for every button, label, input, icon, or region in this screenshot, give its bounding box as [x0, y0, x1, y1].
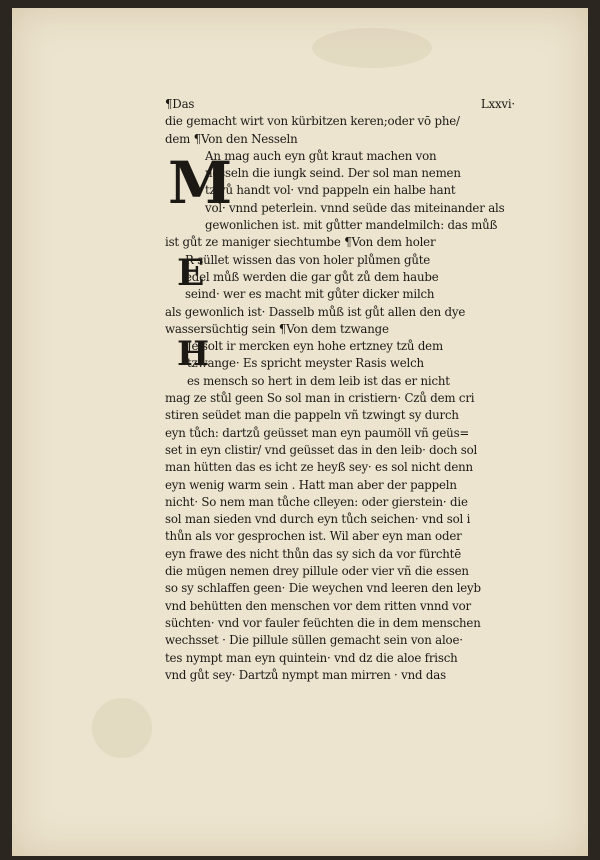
initial-letter-m: M — [168, 149, 233, 217]
text-line: vnd gůt sey· Dartzů nympt man mirren · vnd das — [165, 667, 446, 682]
text-line: nesseln die iungk seind. Der sol man nemen — [205, 166, 461, 181]
text-line: eyn wenig warm sein . Hatt man aber der pappeln — [165, 477, 457, 492]
initial-letter-h: H — [177, 334, 210, 374]
text-line: mag ze stůl geen So sol man in cristiern· Czů dem cri — [165, 391, 475, 406]
text-line: thůn als vor gesprochen ist. Wil aber eyn man oder — [165, 529, 462, 544]
text-line: An mag auch eyn gůt kraut machen von — [205, 148, 437, 163]
text-line: die mügen nemen drey pillule oder vier vñ die essen — [165, 564, 469, 579]
text-block — [165, 96, 515, 684]
text-line: vnd behütten den menschen vor dem ritten vnnd vor — [165, 598, 471, 613]
text-line: süchten· vnd vor fauler feüchten die in dem menschen — [165, 615, 481, 630]
text-line: es mensch so hert in dem leib ist das er nicht — [187, 373, 450, 388]
text-line: wechsset · Die pillule süllen gemacht sein von aloe· — [165, 633, 463, 648]
text-line: so sy schlaffen geen· Die weychen vnd leeren den leyb — [165, 581, 481, 596]
text-line: gewonlichen ist. mit gůtter mandelmilch: das můß — [205, 218, 498, 233]
text-line: set in eyn clistir/ vnd geüsset das in den leib· doch sol — [165, 442, 478, 457]
page-stain — [92, 698, 152, 758]
running-header — [165, 96, 515, 113]
initial-letter-e: E — [177, 252, 205, 294]
text-line: eyn tůch: dartzů geüsset man eyn paumöll vñ geüs= — [165, 425, 470, 440]
text-line: vol· vnnd peterlein. vnnd seüde das miteinander als — [205, 200, 505, 215]
text-line: Je solt ir mercken eyn hohe ertzney tzů dem — [187, 339, 443, 354]
text-line: sol man sieden vnd durch eyn tůch seichen· vnd sol i — [165, 512, 471, 527]
text-line: stiren seüdet man die pappeln vñ tzwingt sy durch — [165, 408, 459, 423]
text-line: nicht· So nem man tůche clleyen: oder gierstein· die — [165, 494, 468, 509]
text-line: wassersüchtig sein ¶Von dem tzwange — [165, 321, 389, 336]
text-line: man hütten das es icht ze heyß sey· es sol nicht denn — [165, 460, 473, 475]
folio-number: Lxxvi· — [480, 97, 515, 111]
text-line: eyn frawe des nicht thůn das sy sich da vor fürchtē — [165, 546, 462, 561]
text-line: tzwange· Es spricht meyster Rasis welch — [187, 356, 424, 371]
text-line: edel můß werden die gar gůt zů dem haube — [185, 269, 439, 284]
page-stain — [312, 28, 432, 68]
text-line: dem ¶Von den Nesseln — [165, 131, 298, 146]
text-line: seind· wer es macht mit gůter dicker milch — [185, 287, 435, 302]
section-mark: ¶Das — [165, 97, 195, 111]
text-line: tzwů handt vol· vnd pappeln ein halbe hant — [205, 183, 456, 198]
text-line: als gewonlich ist· Dasselb můß ist gůt allen den dye — [165, 304, 466, 319]
text-line: die gemacht wirt von kürbitzen keren;oder vō phe/ — [165, 114, 460, 129]
text-line: ist gůt ze maniger siechtumbe ¶Von dem holer — [165, 235, 436, 250]
text-line: tes nympt man eyn quintein· vnd dz die aloe frisch — [165, 650, 458, 665]
text-line: R süllet wissen das von holer plůmen gůte — [185, 252, 431, 267]
